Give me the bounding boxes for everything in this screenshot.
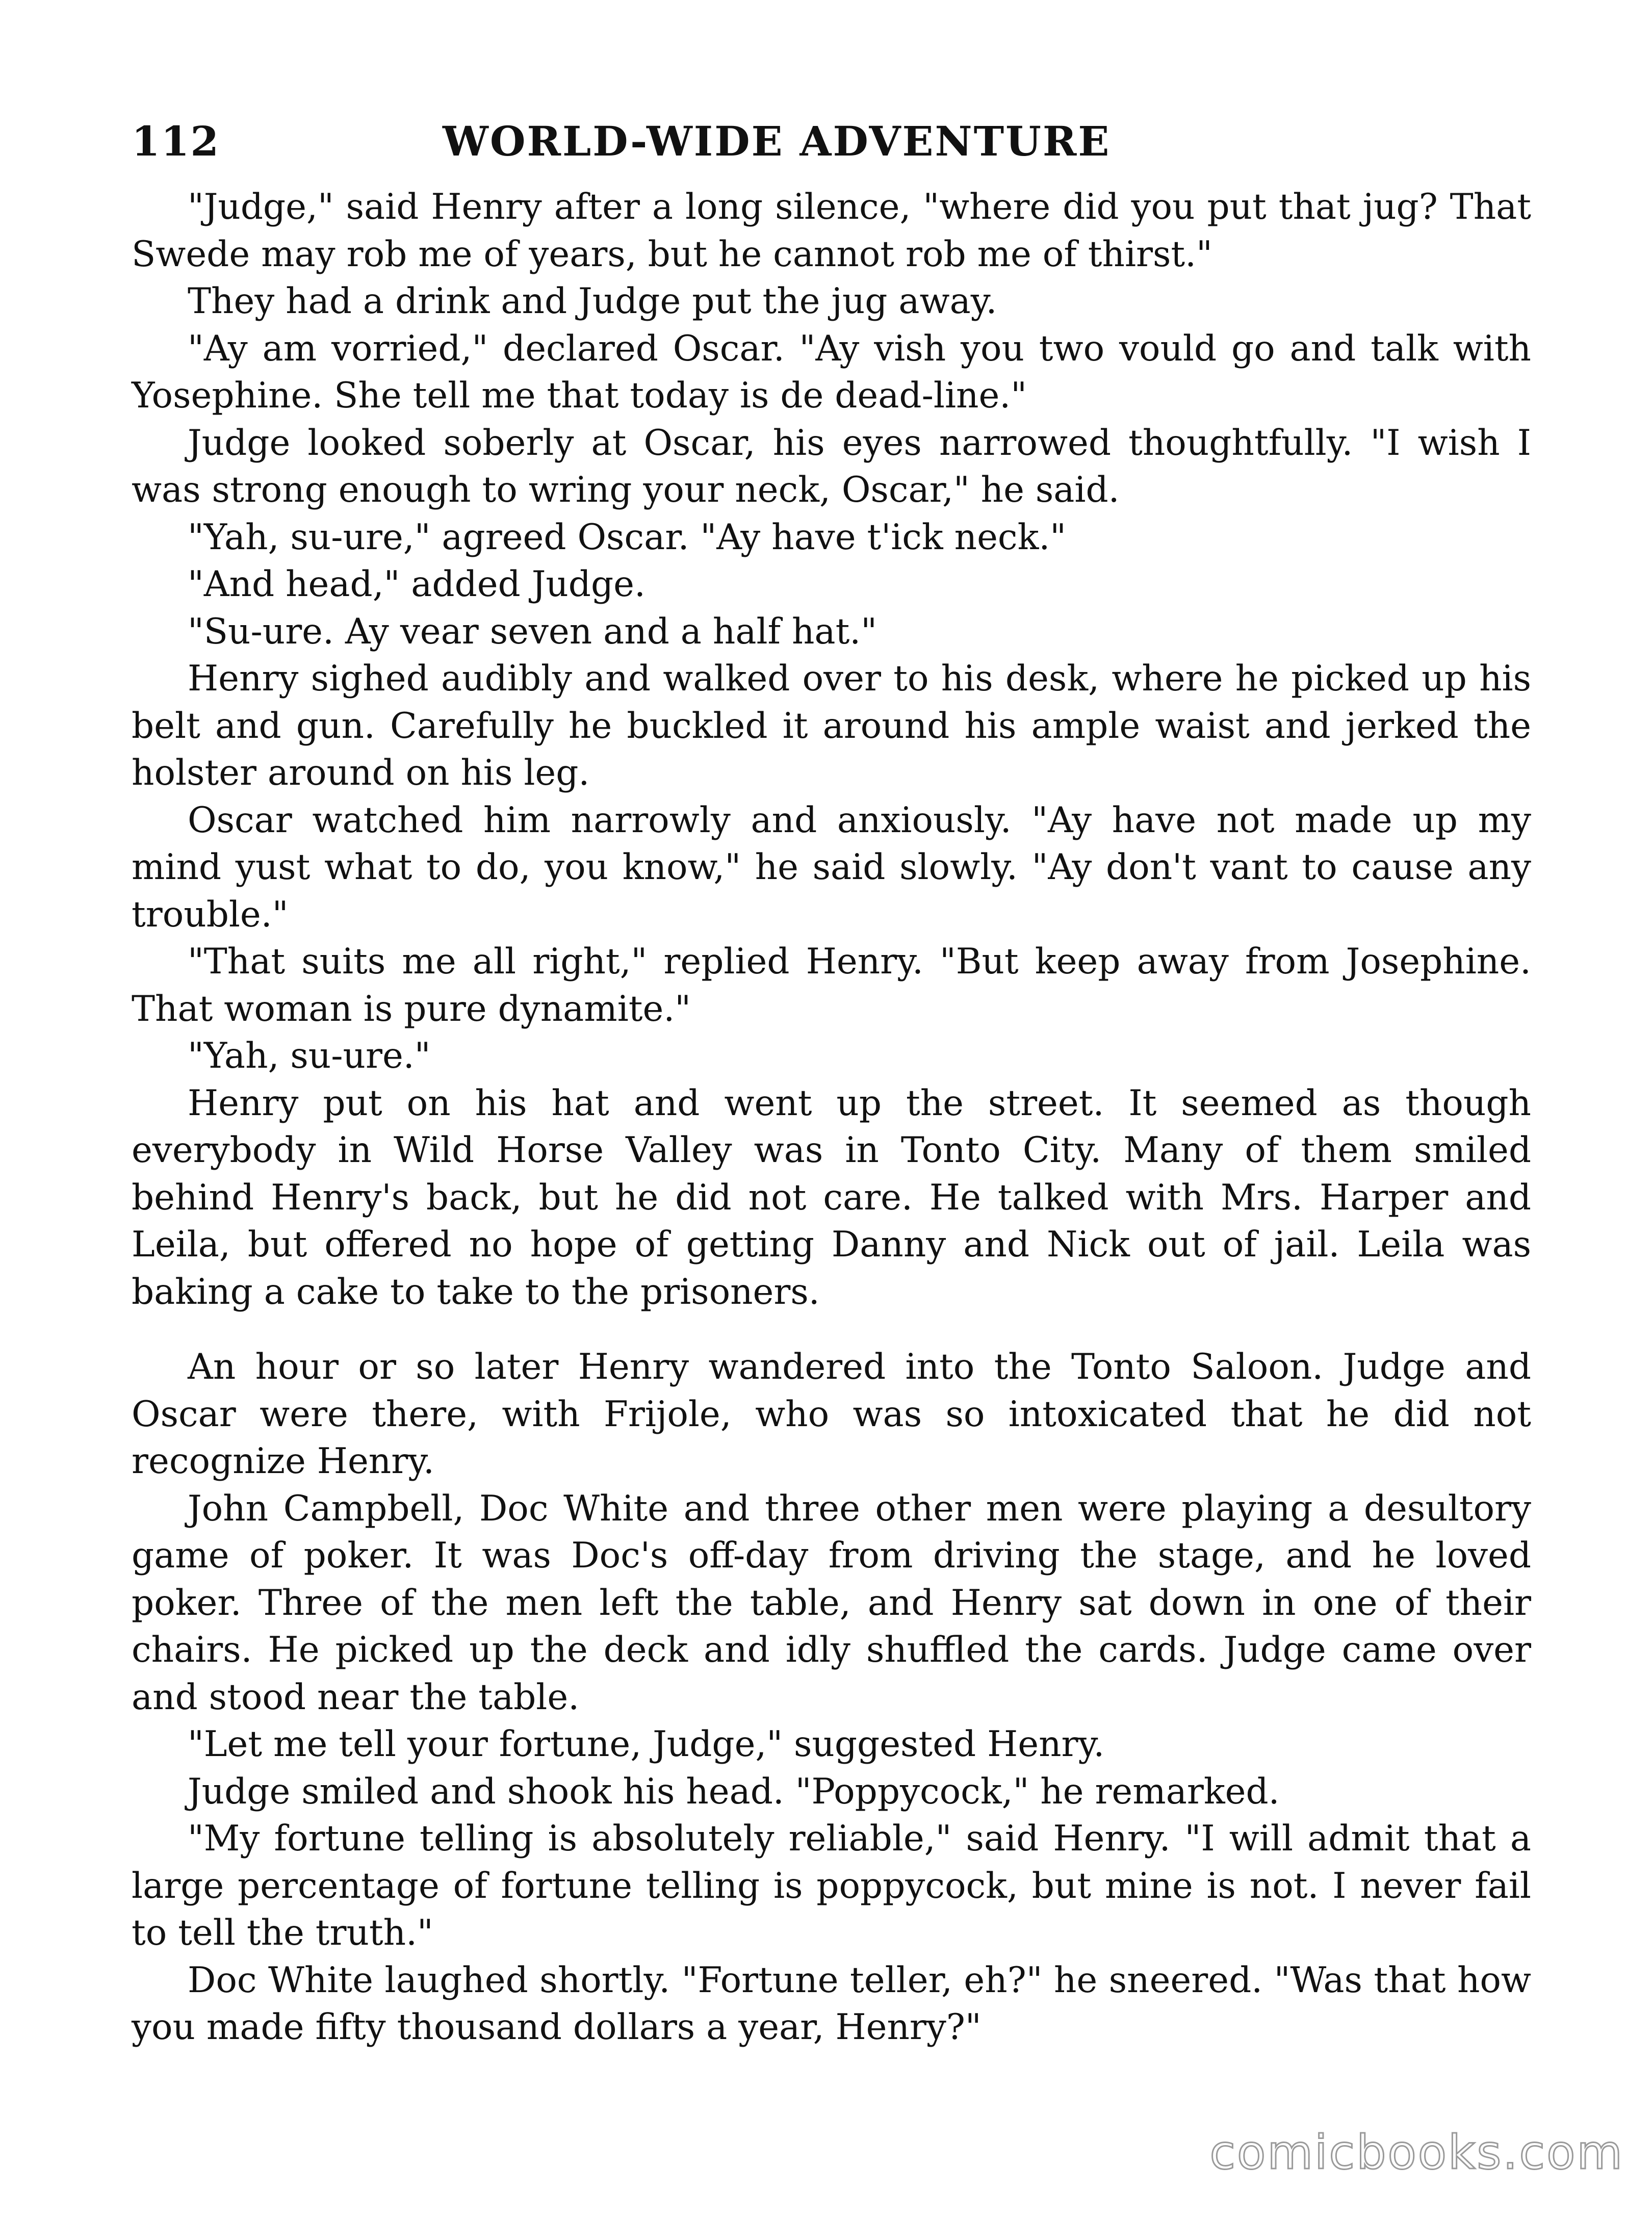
paragraph: John Campbell, Doc White and three other men were playing a desultory game of poker. It was Doc's off-day from driving the stage, and he loved poker. Three of the men left the table, and Henry sat down in one of their chairs. He picked up the deck and idly shuffled the cards. Judge came over and stood near the table.: [132, 1488, 1531, 1718]
paragraph: "Yah, su-ure.": [188, 1036, 431, 1076]
paragraph: Doc White laughed shortly. "Fortune teller, eh?" he sneered. "Was that how you made fifty thousand dollars a year, Henry?": [132, 1959, 1531, 2048]
running-head: WORLD-WIDE ADVENTURE: [443, 117, 1111, 165]
paragraph: Oscar watched him narrowly and anxiously. "Ay have not made up my mind yust what to do, you know," he said slowly. "Ay don't vant to cause any trouble.": [132, 799, 1531, 935]
watermark: comicbooks.com: [1209, 2125, 1624, 2180]
paragraph: "And head," added Judge.: [188, 564, 646, 605]
book-page: [132, 117, 1531, 2051]
paragraph: "That suits me all right," replied Henry. "But keep away from Josephine. That woman is pure dynamite.": [132, 941, 1531, 1029]
paragraph: "Su-ure. Ay vear seven and a half hat.": [188, 611, 877, 652]
paragraph: "Let me tell your fortune, Judge," suggested Henry.: [188, 1724, 1105, 1765]
paragraph: "Ay am vorried," declared Oscar. "Ay vish you two vould go and talk with Yosephine. She tell me that today is de dead-line.": [132, 328, 1531, 416]
paragraph: "My fortune telling is absolutely reliable," said Henry. "I will admit that a large percentage of fortune telling is poppycock, but mine is not. I never fail to tell the truth.": [132, 1818, 1531, 1953]
paragraph: "Judge," said Henry after a long silence, "where did you put that jug? That Swede may rob me of years, but he cannot rob me of thirst.": [132, 187, 1531, 275]
body-text: [132, 184, 1531, 2051]
paragraph: Henry put on his hat and went up the street. It seemed as though everybody in Wild Horse Valley was in Tonto City. Many of them smiled behind Henry's back, but he did not care. He talked with Mrs. Harper and Leila, but offered no hope of getting Danny and Nick out of jail. Leila was baking a cake to take to the prisoners.: [132, 1082, 1531, 1312]
paragraph: "Yah, su-ure," agreed Oscar. "Ay have t'ick neck.": [188, 517, 1067, 558]
paragraph: Henry sighed audibly and walked over to his desk, where he picked up his belt and gun. Carefully he buckled it around his ample waist and jerked the holster around on his leg.: [132, 658, 1531, 793]
page-number: 112: [132, 117, 220, 165]
page-header: [132, 117, 1531, 184]
paragraph: They had a drink and Judge put the jug away.: [188, 281, 997, 322]
paragraph: Judge smiled and shook his head. "Poppycock," he remarked.: [188, 1771, 1280, 1812]
paragraph: An hour or so later Henry wandered into the Tonto Saloon. Judge and Oscar were there, with Frijole, who was so intoxicated that he did not recognize Henry.: [132, 1347, 1531, 1482]
paragraph: Judge looked soberly at Oscar, his eyes narrowed thoughtfully. "I wish I was strong enough to wring your neck, Oscar," he said.: [132, 422, 1531, 510]
